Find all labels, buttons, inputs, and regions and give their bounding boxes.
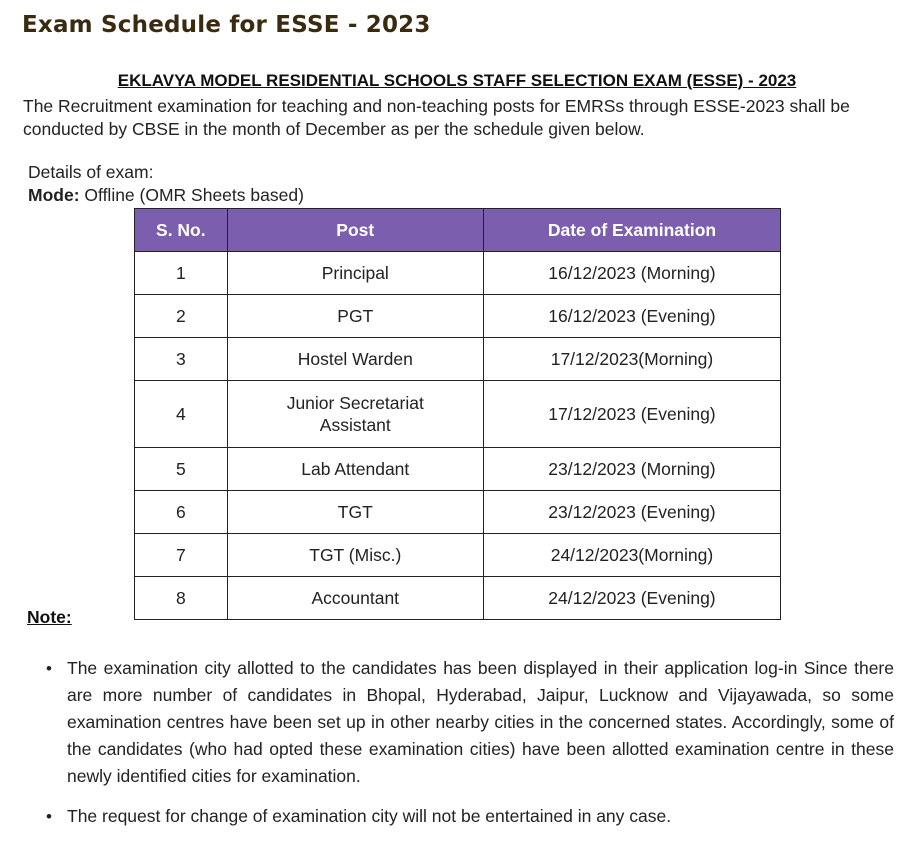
- mode-value: Offline (OMR Sheets based): [84, 185, 304, 205]
- table-header-row: [135, 209, 781, 252]
- mode-label: Mode:: [28, 185, 80, 205]
- table-row: [135, 577, 781, 620]
- cell-sno: 6: [135, 491, 228, 534]
- exam-subheading: EKLAVYA MODEL RESIDENTIAL SCHOOLS STAFF SELECTION EXAM (ESSE) - 2023: [117, 71, 797, 90]
- cell-post-line: Assistant: [319, 415, 391, 435]
- table-row: [135, 534, 781, 577]
- cell-sno: 4: [135, 381, 228, 448]
- page-title: Exam Schedule for ESSE - 2023: [22, 12, 431, 38]
- notes-list: [46, 655, 894, 843]
- cell-sno: 1: [135, 252, 228, 295]
- table-row: [135, 491, 781, 534]
- list-item: [46, 803, 894, 830]
- cell-post: Accountant: [227, 577, 483, 620]
- header-post: Post: [227, 209, 483, 252]
- table-row: [135, 252, 781, 295]
- exam-schedule-table: [134, 208, 781, 620]
- cell-post: Hostel Warden: [227, 338, 483, 381]
- cell-date: 24/12/2023 (Evening): [483, 577, 780, 620]
- cell-date: 24/12/2023(Morning): [483, 534, 780, 577]
- cell-post: PGT: [227, 295, 483, 338]
- cell-post: TGT: [227, 491, 483, 534]
- header-date: Date of Examination: [483, 209, 780, 252]
- cell-date: 23/12/2023 (Morning): [483, 448, 780, 491]
- cell-date: 17/12/2023 (Evening): [483, 381, 780, 448]
- list-item: [46, 655, 894, 790]
- cell-sno: 8: [135, 577, 228, 620]
- bullet-icon: •: [46, 659, 52, 678]
- cell-sno: 5: [135, 448, 228, 491]
- note-text: The examination city allotted to the candidates has been displayed in their application log-in Since there are more number of candidates in Bhopal, Hyderabad, Jaipur, Lucknow and Vijayawada, so some examination centres have been set up in other nearby cities in the concerned states. Accordingly, some of the candidates (who had opted these examination cities) have been allotted examination centre in these newly identified cities for examination.: [67, 658, 894, 786]
- note-heading: Note:: [27, 607, 72, 627]
- cell-date: 16/12/2023 (Morning): [483, 252, 780, 295]
- details-label: Details of exam:: [28, 162, 154, 182]
- cell-sno: 7: [135, 534, 228, 577]
- header-sno: S. No.: [135, 209, 228, 252]
- bullet-icon: •: [46, 807, 52, 826]
- cell-post-line: Junior Secretariat: [286, 393, 424, 413]
- table-row: [135, 338, 781, 381]
- table-row: [135, 448, 781, 491]
- cell-post: TGT (Misc.): [227, 534, 483, 577]
- note-text: The request for change of examination city will not be entertained in any case.: [67, 806, 672, 826]
- cell-date: 17/12/2023(Morning): [483, 338, 780, 381]
- cell-post: Lab Attendant: [227, 448, 483, 491]
- cell-date: 16/12/2023 (Evening): [483, 295, 780, 338]
- table-row: [135, 381, 781, 448]
- cell-post: Principal: [227, 252, 483, 295]
- cell-date: 23/12/2023 (Evening): [483, 491, 780, 534]
- cell-sno: 2: [135, 295, 228, 338]
- cell-sno: 3: [135, 338, 228, 381]
- table-row: [135, 295, 781, 338]
- mode-line: [28, 185, 304, 206]
- intro-paragraph: The Recruitment examination for teaching and non-teaching posts for EMRSs through ESSE-2023 shall be conducted by CBSE in the month of December as per the schedule given below.: [23, 96, 850, 139]
- cell-post: [227, 381, 483, 448]
